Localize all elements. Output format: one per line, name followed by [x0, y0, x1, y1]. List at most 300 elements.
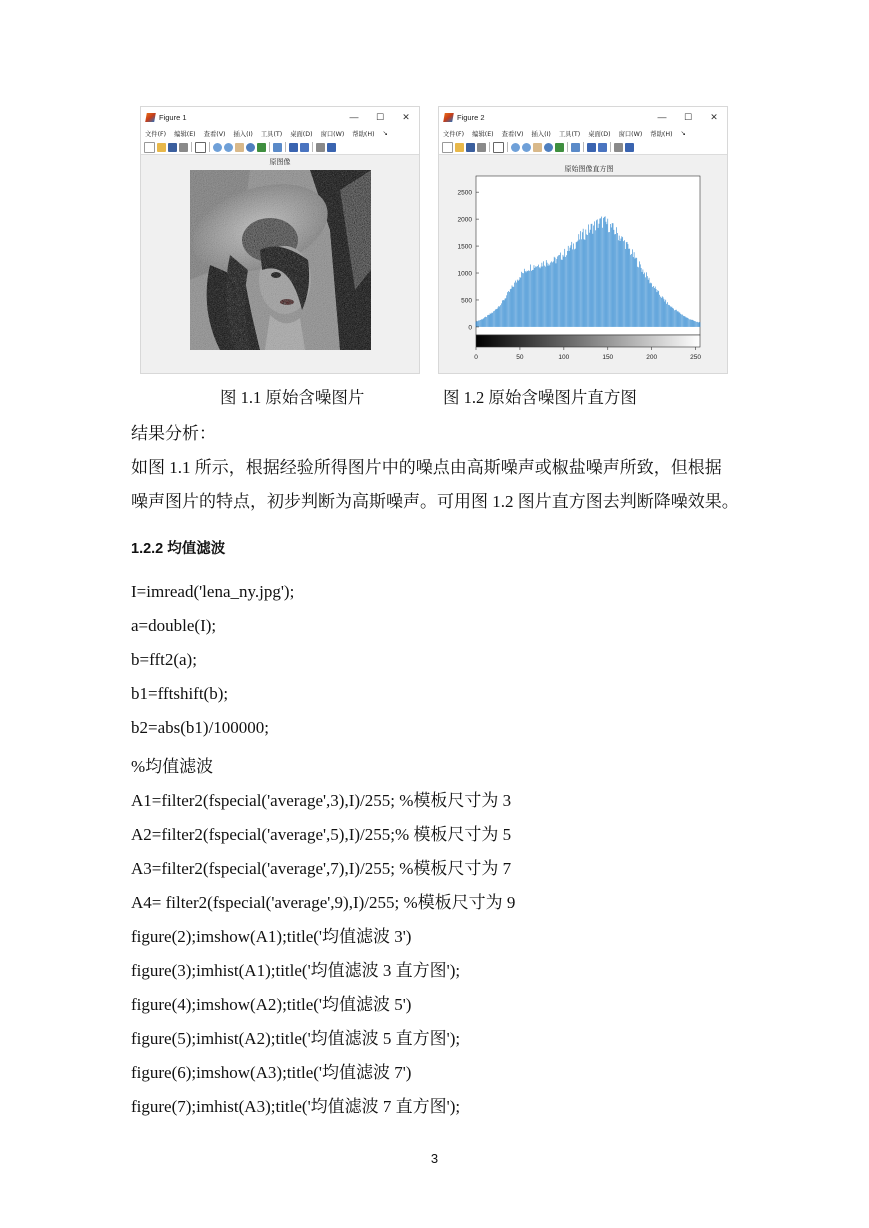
pointer-icon[interactable] [195, 142, 206, 153]
code-line: figure(2);imshow(A1);title('均值滤波 3') [131, 927, 412, 946]
histogram-bar [623, 241, 624, 327]
code-line: figure(4);imshow(A2);title('均值滤波 5') [131, 995, 412, 1014]
histogram-bar [656, 289, 657, 327]
histogram-bar [550, 263, 551, 327]
new-figure-icon[interactable] [144, 142, 155, 153]
histogram-bar [568, 246, 569, 327]
histogram-bar [602, 228, 603, 327]
histogram-bar [631, 254, 632, 327]
menu-help[interactable]: 帮助(H) [650, 131, 673, 138]
histogram-bar [639, 261, 640, 327]
legend-icon[interactable] [598, 143, 607, 152]
code-comment-line: %均值滤波 [131, 757, 214, 776]
histogram-bar [486, 317, 487, 327]
pan-icon[interactable] [235, 143, 244, 152]
histogram-bar [650, 283, 651, 327]
histogram-bar [669, 305, 670, 327]
rotate-icon[interactable] [246, 143, 255, 152]
code-line: A4= filter2(fspecial('average',9),I)/255; %模板尺寸为 9 [131, 893, 516, 912]
histogram-bar [514, 283, 515, 327]
histogram-bar [616, 227, 617, 327]
histogram-bar [541, 267, 542, 327]
histogram-bar [652, 287, 653, 327]
histogram-bar [604, 217, 605, 327]
hide-plot-tools-icon[interactable] [316, 143, 325, 152]
histogram-bar [698, 322, 699, 326]
histogram-bar [651, 283, 652, 327]
pointer-icon[interactable] [493, 142, 504, 153]
histogram-bar [563, 255, 564, 327]
code-line: figure(7);imhist(A3);title('均值滤波 7 直方图'); [131, 1097, 461, 1116]
save-icon[interactable] [168, 143, 177, 152]
histogram-bar [585, 230, 586, 327]
histogram-bar [534, 265, 535, 327]
histogram-bar [496, 309, 497, 327]
histogram-bar [622, 237, 623, 327]
zoom-in-icon[interactable] [511, 143, 520, 152]
histogram-bar [556, 263, 557, 327]
histogram-bar [571, 242, 572, 327]
histogram-bar [686, 318, 687, 327]
histogram-bar [558, 255, 559, 327]
histogram-bar [693, 320, 694, 327]
histogram-bar [512, 285, 513, 326]
histogram-bar [599, 224, 600, 327]
histogram-bar [526, 272, 527, 327]
histogram-bar [516, 282, 517, 326]
histogram-bar [664, 299, 665, 327]
histogram-bar [679, 312, 680, 327]
figure1-menubar [141, 127, 419, 140]
histogram-bar [562, 260, 563, 327]
histogram-bar [591, 224, 592, 327]
histogram-bar [686, 317, 687, 327]
histogram-bar [488, 315, 489, 327]
histogram-bar [557, 256, 558, 327]
histogram-bar [665, 302, 666, 327]
histogram-bar [697, 322, 698, 327]
figure1-window [141, 107, 419, 373]
histogram-bar [570, 248, 571, 327]
histogram-bar [551, 261, 552, 327]
histogram-bar [542, 266, 543, 327]
histogram-bar [498, 307, 499, 326]
histogram-bar [497, 309, 498, 327]
histogram-bar [612, 223, 613, 327]
histogram-bar [572, 249, 573, 327]
histogram-bar [579, 240, 580, 327]
histogram-bar [495, 309, 496, 326]
histogram-bar [548, 266, 549, 327]
figure1-toolbar [141, 140, 419, 155]
histogram-bar [614, 234, 615, 327]
histogram-bar [695, 321, 696, 327]
menu-insert[interactable]: 插入(I) [531, 131, 551, 138]
histogram-bar [576, 242, 577, 327]
histogram-bar [650, 283, 651, 327]
histogram-bar [522, 273, 523, 327]
histogram-bar [634, 252, 635, 327]
histogram-bar [501, 303, 502, 327]
histogram-bar [521, 272, 522, 327]
zoom-out-icon[interactable] [522, 143, 531, 152]
menu-file[interactable]: 文件(F) [443, 131, 465, 138]
histogram-bar [489, 315, 490, 327]
histogram-bar [621, 239, 622, 327]
histogram-bar [671, 307, 672, 327]
histogram-bar [592, 224, 593, 327]
histogram-bar [528, 270, 529, 327]
y-tick-label: 2500 [457, 189, 472, 197]
histogram-bar [524, 269, 525, 327]
histogram-bar [649, 278, 650, 327]
histogram-bar [653, 286, 654, 327]
histogram-bar [666, 304, 667, 327]
histogram-bar [547, 263, 548, 327]
menu-window[interactable]: 窗口(W) [618, 131, 643, 138]
histogram-bar [680, 314, 681, 327]
histogram-bar [549, 265, 550, 327]
histogram-bar [556, 259, 557, 327]
histogram-bar [600, 219, 601, 327]
histogram-bar [511, 289, 512, 327]
histogram-bar [530, 264, 531, 326]
histogram-bar [608, 232, 609, 327]
histogram-bar [647, 276, 648, 327]
code-line: figure(5);imhist(A2);title('均值滤波 5 直方图'); [131, 1029, 461, 1048]
histogram-bar [567, 251, 568, 327]
histogram-bar [617, 233, 618, 327]
histogram-bar [607, 224, 608, 327]
code-line: figure(6);imshow(A3);title('均值滤波 7') [131, 1063, 412, 1082]
code-line: b=fft2(a); [131, 650, 197, 669]
histogram-bar [510, 289, 511, 327]
code-line: I=imread('lena_ny.jpg'); [131, 582, 295, 601]
histogram-bar [632, 249, 633, 327]
histogram-bar [624, 240, 625, 327]
x-axis-ticks [474, 347, 701, 361]
histogram-bar [670, 306, 671, 327]
histogram-bar [640, 264, 641, 327]
histogram-bar [533, 270, 534, 327]
close-button[interactable]: ✕ [710, 111, 718, 122]
figure1-titlebar [141, 107, 419, 127]
histogram-bar [502, 300, 503, 326]
menu-insert[interactable]: 插入(I) [233, 131, 253, 138]
histogram-bar [627, 242, 628, 327]
y-tick-label: 1000 [457, 270, 472, 278]
y-tick-label: 0 [468, 324, 472, 332]
histogram-bar [611, 227, 612, 326]
section-heading: 1.2.2 均值滤波 [131, 541, 226, 557]
histogram-bar [584, 239, 585, 327]
histogram-bar [542, 263, 543, 327]
histogram-bar [569, 251, 570, 327]
hide-plot-tools-icon[interactable] [614, 143, 623, 152]
histogram-bar [506, 298, 507, 327]
histogram-bar [499, 306, 500, 327]
histogram-bar [483, 319, 484, 327]
histogram-bar [589, 233, 590, 327]
show-plot-tools-icon[interactable] [625, 143, 634, 152]
figure2-menubar [439, 127, 727, 140]
histogram-bar [684, 316, 685, 327]
figure1-canvas [141, 155, 419, 373]
histogram-bar [629, 249, 630, 327]
link-icon[interactable] [571, 143, 580, 152]
new-figure-icon[interactable] [442, 142, 453, 153]
histogram-bar [687, 318, 688, 327]
histogram-bar [638, 267, 639, 327]
histogram-bar [681, 314, 682, 326]
histogram-bar [499, 307, 500, 327]
histogram-bar [610, 224, 611, 327]
menu-tools[interactable]: 工具(T) [260, 131, 283, 138]
histogram-bar [575, 249, 576, 327]
histogram-bar [588, 224, 589, 326]
histogram-bar [494, 311, 495, 327]
histogram-bar [662, 296, 663, 327]
menu-edit[interactable]: 编辑(E) [472, 131, 494, 138]
histogram-bar [672, 307, 673, 327]
histogram-bar [657, 292, 658, 327]
histogram-chart [439, 155, 727, 373]
histogram-bar [581, 239, 582, 327]
minimize-button[interactable]: — [349, 112, 359, 122]
image-title: 原图像 [269, 158, 291, 166]
histogram-bar [595, 230, 596, 327]
histogram-bar [476, 322, 477, 327]
analysis-paragraph-line-2: 噪声图片的特点，初步判断为高斯噪声。可用图 1.2 图片直方图去判断降噪效果。 [131, 492, 739, 511]
histogram-bar [573, 243, 574, 326]
x-tick-label: 0 [474, 354, 478, 361]
menu-file[interactable]: 文件(F) [145, 131, 167, 138]
colorbar-icon[interactable] [289, 143, 298, 152]
minimize-button[interactable]: — [657, 112, 667, 122]
histogram-bar [694, 321, 695, 327]
histogram-bar [678, 311, 679, 327]
histogram-bar [571, 245, 572, 327]
histogram-bar [596, 220, 597, 327]
histogram-bar [668, 305, 669, 327]
histogram-bar [540, 268, 541, 327]
close-button[interactable]: ✕ [402, 111, 410, 122]
histogram-bar [527, 271, 528, 327]
histogram-bar [607, 219, 608, 327]
histogram-bar [615, 234, 616, 327]
y-tick-label: 1500 [457, 243, 472, 251]
histogram-bar [700, 322, 701, 327]
histogram-bar [578, 241, 579, 327]
data-cursor-icon[interactable] [257, 143, 266, 152]
histogram-bar [586, 234, 587, 326]
histogram-bar [676, 310, 677, 327]
menu-desktop[interactable]: 桌面(D) [588, 131, 611, 138]
histogram-bar [555, 258, 556, 327]
histogram-bar [536, 267, 537, 327]
histogram-bar [590, 230, 591, 327]
colorbar-icon[interactable] [587, 143, 596, 152]
histogram-bar [478, 321, 479, 327]
histogram-bar [593, 225, 594, 326]
histogram-bar [520, 278, 521, 327]
histogram-bar [642, 272, 643, 327]
histogram-bar [625, 249, 626, 327]
histogram-bar [564, 249, 565, 327]
histogram-bar [519, 280, 520, 327]
histogram-bar [583, 229, 584, 327]
menu-help[interactable]: 帮助(H) [352, 131, 375, 138]
legend-icon[interactable] [300, 143, 309, 152]
histogram-bar [565, 257, 566, 327]
menu-edit[interactable]: 编辑(E) [174, 131, 196, 138]
histogram-bar [613, 223, 614, 327]
maximize-button[interactable]: ☐ [375, 111, 385, 122]
menu-tools[interactable]: 工具(T) [558, 131, 581, 138]
histogram-bar [628, 244, 629, 327]
histogram-bar [577, 242, 578, 327]
histogram-bar [477, 321, 478, 327]
figure2-titlebar [439, 107, 727, 127]
menu-view[interactable]: 查看(V) [203, 131, 226, 138]
code-line: A2=filter2(fspecial('average',5),I)/255;% 模板尺寸为 5 [131, 825, 512, 844]
histogram-bar [500, 305, 501, 327]
menu-overflow-icon[interactable]: ↘ [680, 130, 686, 137]
histogram-bar [480, 320, 481, 327]
histogram-bar [481, 319, 482, 327]
y-tick-label: 2000 [457, 216, 472, 224]
x-tick-label: 50 [516, 354, 524, 361]
histogram-bar [661, 298, 662, 327]
histogram-bar [621, 236, 622, 327]
histogram-bar [580, 231, 581, 327]
histogram-bar [507, 292, 508, 327]
histogram-bar [525, 271, 526, 327]
histogram-bar [529, 271, 530, 327]
menu-window[interactable]: 窗口(W) [320, 131, 345, 138]
y-tick-label: 500 [461, 297, 472, 305]
histogram-bar [606, 222, 607, 327]
histogram-bar [531, 271, 532, 327]
histogram-bar [637, 267, 638, 327]
histogram-bar [673, 309, 674, 327]
histogram-bar [690, 319, 691, 326]
histogram-bar [517, 280, 518, 327]
histogram-bar [484, 317, 485, 327]
histogram-bar [689, 319, 690, 327]
histogram-bar [513, 287, 514, 327]
histogram-bar [641, 268, 642, 327]
open-file-icon[interactable] [455, 143, 464, 152]
menu-view[interactable]: 查看(V) [501, 131, 524, 138]
x-tick-label: 100 [558, 354, 570, 361]
menu-overflow-icon[interactable]: ↘ [382, 130, 388, 137]
histogram-bar [643, 269, 644, 326]
show-plot-tools-icon[interactable] [327, 143, 336, 152]
histogram-bar [546, 260, 547, 327]
histogram-bar [643, 274, 644, 327]
histogram-bar [618, 240, 619, 327]
histogram-bar [603, 218, 604, 327]
open-file-icon[interactable] [157, 143, 166, 152]
histogram-bar [648, 280, 649, 327]
histogram-bar [543, 261, 544, 327]
figure2-caption: 图 1.2 原始含噪图片直方图 [443, 388, 637, 407]
histogram-bar [549, 264, 550, 327]
histogram-bar [592, 234, 593, 327]
histogram-bar [477, 321, 478, 327]
code-line: A1=filter2(fspecial('average',3),I)/255; %模板尺寸为 3 [131, 791, 512, 810]
figure1-caption: 图 1.1 原始含噪图片 [220, 388, 365, 407]
zoom-in-icon[interactable] [213, 143, 222, 152]
histogram-bar [675, 310, 676, 327]
save-icon[interactable] [466, 143, 475, 152]
histogram-bar [659, 295, 660, 327]
histogram-bar [492, 313, 493, 327]
histogram-bar [553, 261, 554, 326]
histogram-bar [626, 242, 627, 327]
histogram-bar [614, 230, 615, 327]
print-icon[interactable] [179, 143, 188, 152]
histogram-bar [636, 258, 637, 327]
histogram-bar [609, 232, 610, 327]
print-icon[interactable] [477, 143, 486, 152]
histogram-bar [482, 319, 483, 327]
maximize-button[interactable]: ☐ [683, 111, 693, 122]
histogram-bar [504, 300, 505, 327]
histogram-bar [654, 288, 655, 327]
menu-desktop[interactable]: 桌面(D) [290, 131, 313, 138]
histogram-bar [629, 249, 630, 327]
histogram-bar [683, 316, 684, 327]
histogram-bar [487, 315, 488, 327]
histogram-bar [560, 253, 561, 327]
histogram-bar [646, 272, 647, 327]
histogram-bar [597, 219, 598, 327]
rotate-icon[interactable] [544, 143, 553, 152]
histogram-bar [672, 308, 673, 327]
result-analysis-label: 结果分析： [131, 424, 216, 443]
zoom-out-icon[interactable] [224, 143, 233, 152]
code-line: figure(3);imhist(A1);title('均值滤波 3 直方图'); [131, 961, 461, 980]
histogram-bar [663, 297, 664, 327]
page-number: 3 [430, 1151, 439, 1166]
histogram-bar [554, 257, 555, 327]
histogram-bar [564, 257, 565, 327]
histogram-bar [532, 270, 533, 327]
histogram-bar [598, 228, 599, 327]
data-cursor-icon[interactable] [555, 143, 564, 152]
histogram-bar [561, 260, 562, 327]
histogram-bar [667, 302, 668, 327]
histogram-bar [685, 316, 686, 327]
histogram-bar [538, 265, 539, 327]
histogram-bar [696, 322, 697, 327]
histogram-bar [513, 287, 514, 327]
pan-icon[interactable] [533, 143, 542, 152]
histogram-bar [635, 259, 636, 327]
histogram-bar [636, 258, 637, 327]
figure2-window [439, 107, 727, 373]
histogram-bar [485, 317, 486, 327]
link-icon[interactable] [273, 143, 282, 152]
histogram-bar [620, 241, 621, 327]
noisy-lena-image [190, 170, 371, 350]
code-line: b1=fftshift(b); [131, 684, 229, 703]
code-line: A3=filter2(fspecial('average',7),I)/255; %模板尺寸为 7 [131, 859, 512, 878]
code-line: a=double(I); [131, 616, 217, 635]
histogram-bar [679, 313, 680, 327]
